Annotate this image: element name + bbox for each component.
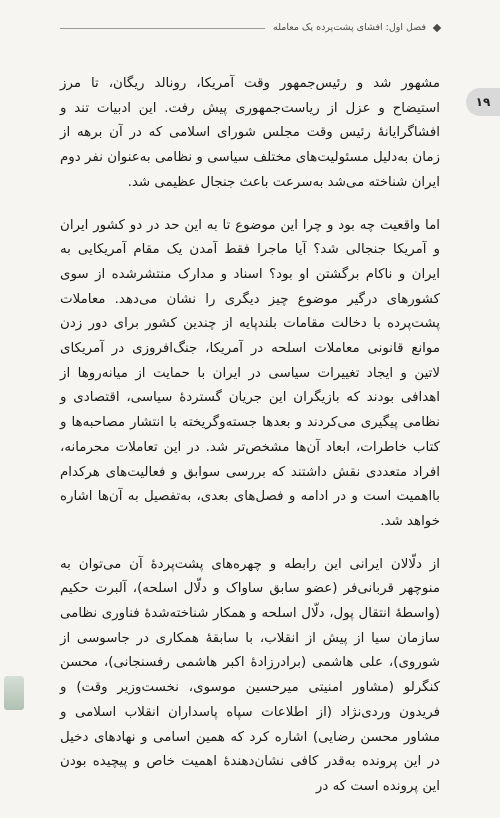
header-rule [60,28,265,29]
running-header [60,22,440,33]
chapter-title: فصل اول: افشای پشت‌پرده یک معامله [273,22,426,33]
page-number: ۱۹ [466,88,500,116]
paragraph: اما واقعیت چه بود و چرا این موضوع تا به این حد در دو کشور ایران و آمریکا جنجالی شد؟ آیا ماجرا فقط آمدن یک مقام آمریکایی به ایران و ناکام برگشتن او بود؟ اسناد و مدارک منتشرشده از سوی کشورهای درگیر موضوع چیز دیگری را نشان می‌دهد. معاملات پشت‌پرده با دخالت مقامات بلندپایه از چندین کشور برای دور زدن موانع قانونی معاملات اسلحه در آمریکا، جنگ‌افروزی در آمریکای لاتین و ایجاد تغییرات سیاسی در ایران با حمایت از میانه‌روها از اهدافی بودند که بازیگران این جریان گستردهٔ سیاسی، اقتصادی و نظامی پیگیری می‌کردند و بعدها جسته‌وگریخته با انتشار مصاحبه‌ها و کتاب خاطرات، ابعاد آن‌ها مشخص‌تر شد. در این تعاملات محرمانه، افراد متعددی نقش داشتند که بررسی سوابق و فعالیت‌های هرکدام بااهمیت است و در ادامه و فصل‌های بعدی، به‌تفصیل به آن‌ها اشاره خواهد شد. [60,217,440,529]
paragraph: مشهور شد و رئیس‌جمهور وقت آمریکا، رونالد ریگان، تا مرز استیضاح و عزل از ریاست‌جمهوری پیش رفت. این ادبیات تند و افشاگرایانهٔ رئیس وقت مجلس شورای اسلامی که در آن برهه از زمان به‌دلیل مسئولیت‌های مختلف سیاسی و نظامی به‌عنوان نفر دوم ایران شناخته می‌شد به‌سرعت باعث جنجال عظیمی شد. [60,76,440,190]
watermark-logo-icon [4,676,24,710]
page-body [60,72,440,818]
header-bullet-icon [433,23,441,31]
paragraph: از دلّالان ایرانی این رابطه و چهره‌های پشت‌پردهٔ آن می‌توان به منوچهر قربانی‌فر (عضو سابق ساواک و دلّال اسلحه)، آلبرت حکیم (واسطهٔ انتقال پول، دلّال اسلحه و همکار شناخته‌شدهٔ فناوری نظامی سازمان سیا از پیش از انقلاب، با سابقهٔ همکاری در جاسوسی از شوروی)، علی هاشمی (برادرزادهٔ اکبر هاشمی رفسنجانی)، محسن کنگرلو (مشاور امنیتی میرحسین موسوی، نخست‌وزیر وقت) و فریدون وردی‌نژاد (از اطلاعات سپاه پاسداران انقلاب اسلامی و مشاور محسن رضایی) اشاره کرد که همین اسامی و نهادهای دخیل در این پرونده به‌قدر کافی نشان‌دهندهٔ اهمیت خاص و پیچیده بودن این پرونده است که در [60,556,440,794]
